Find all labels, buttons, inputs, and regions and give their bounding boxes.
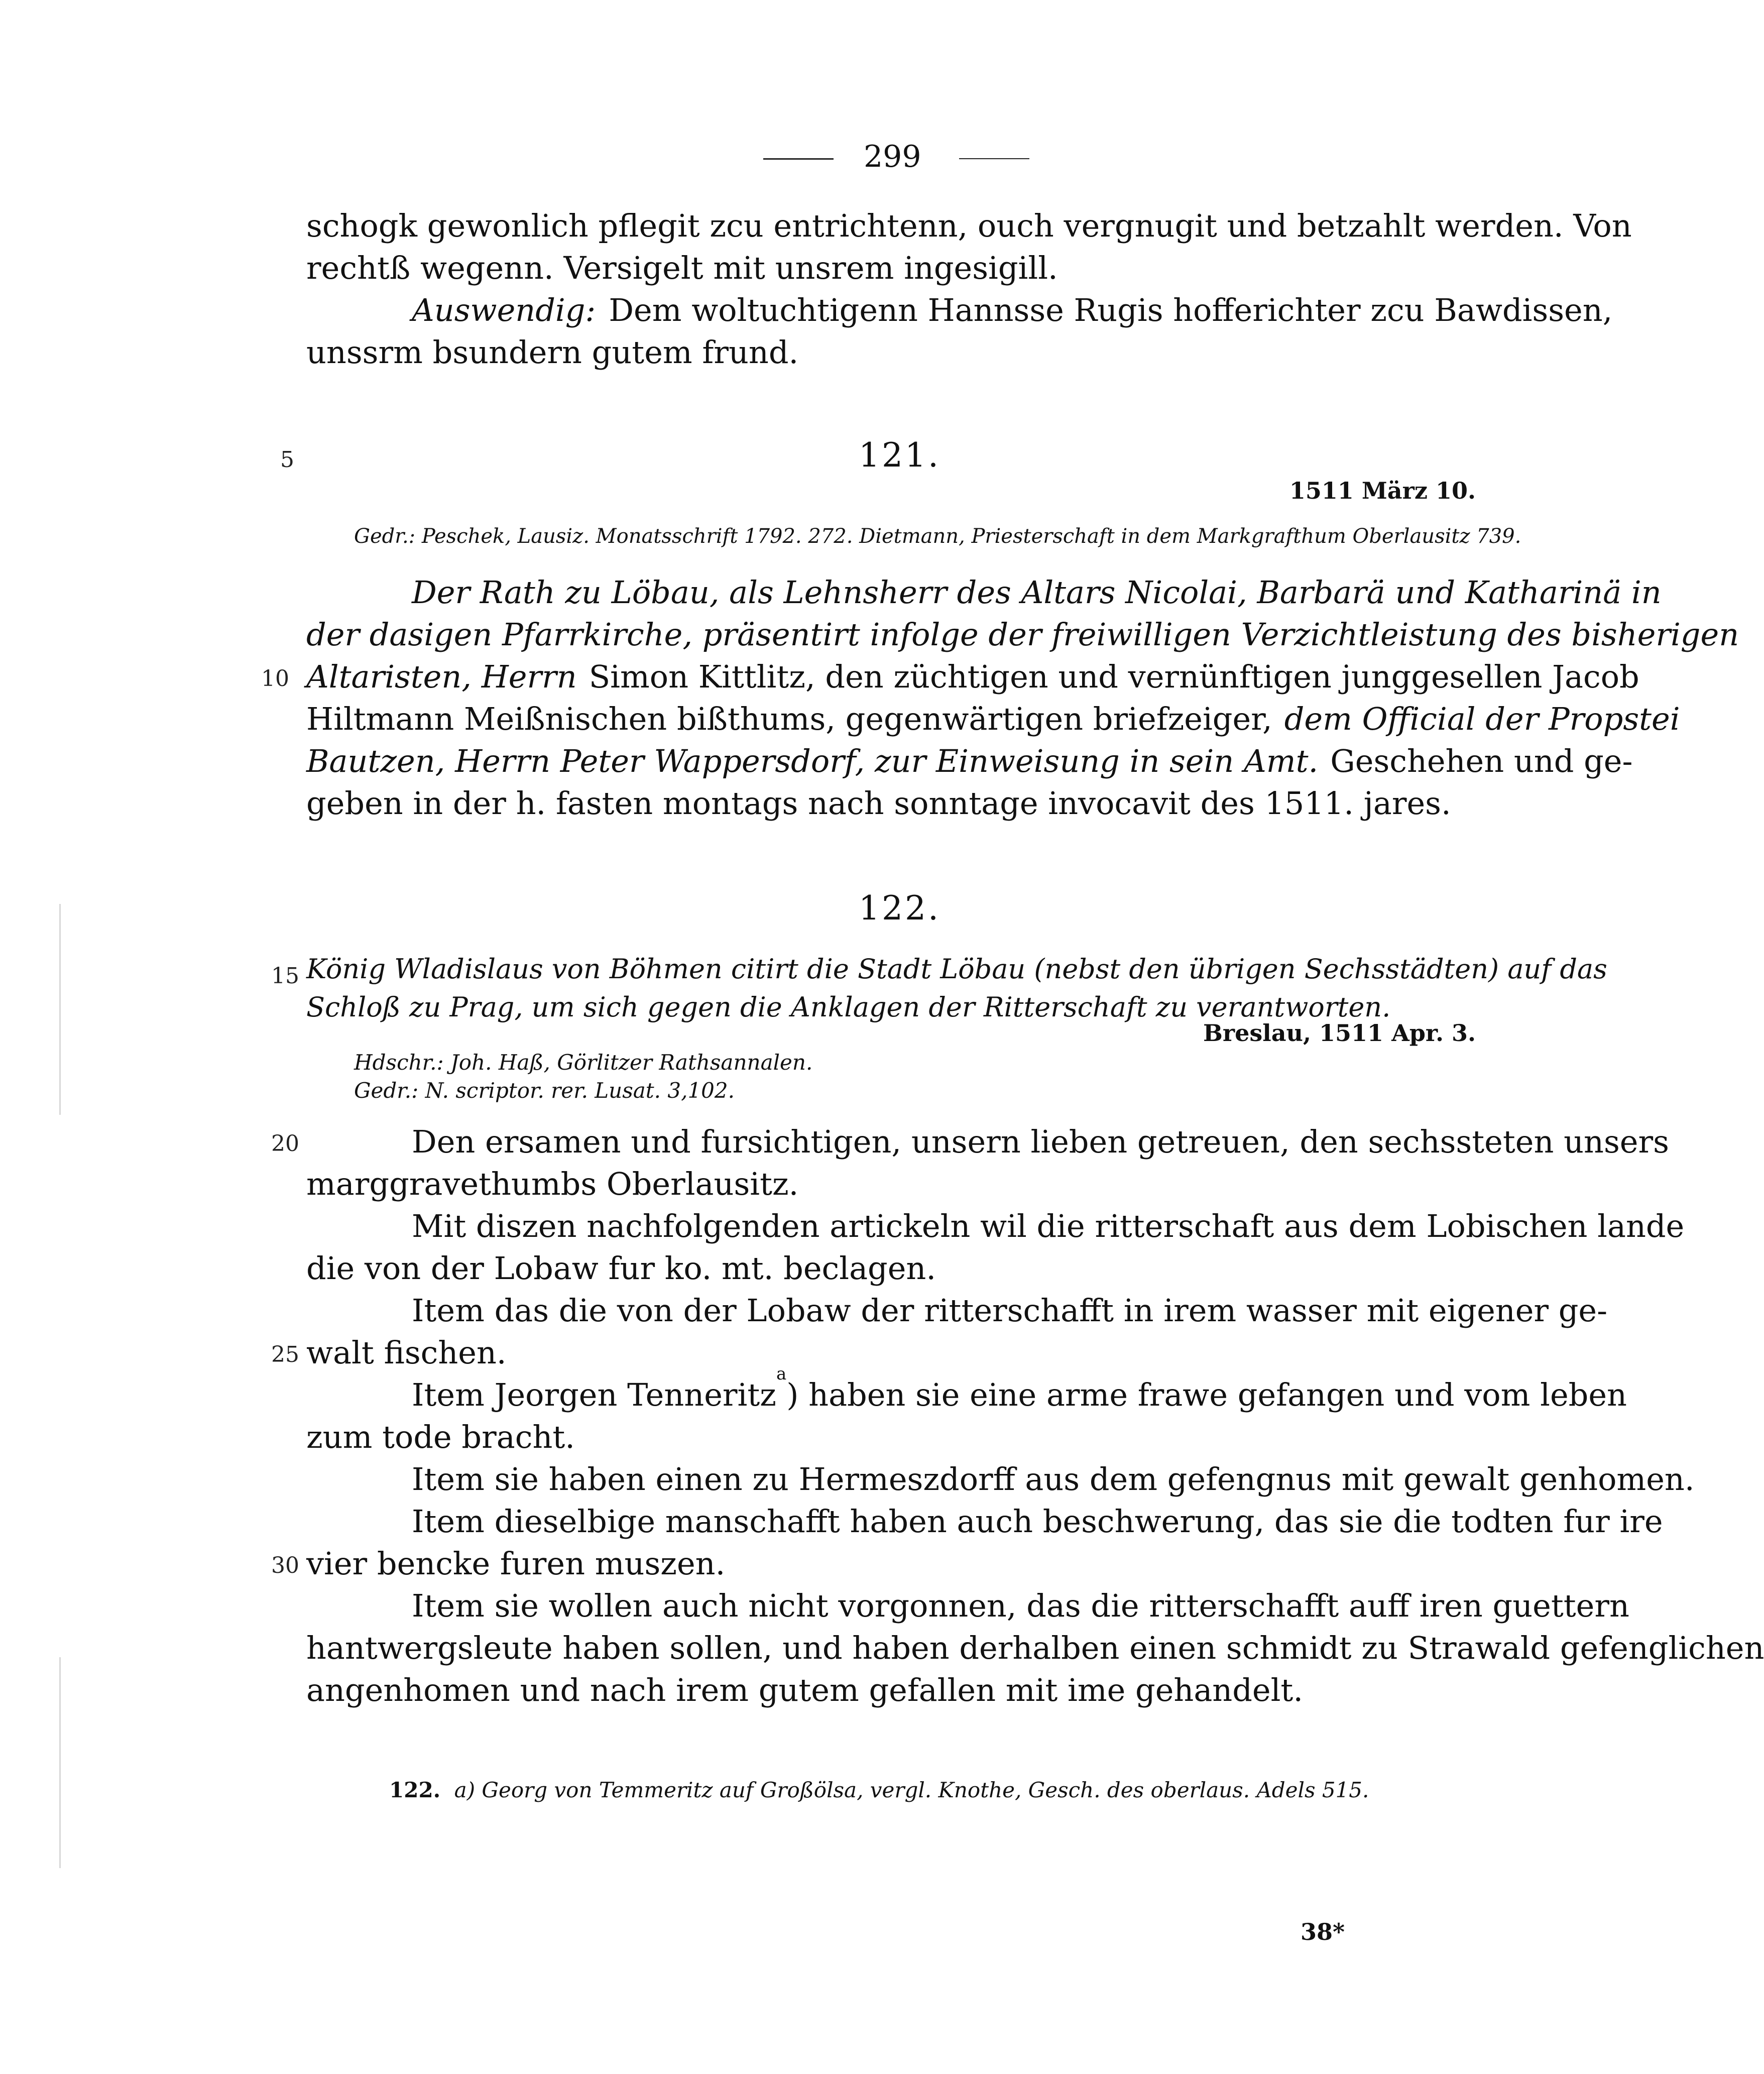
regest-line: Der Rath zu Löbau, als Lehnsherr des Altars Nicolai, Barbarä und Katharinä in — [412, 574, 1662, 611]
line-number: 30 — [271, 1553, 299, 1578]
footnote-number: 122. — [389, 1778, 441, 1802]
text-line: zum tode bracht. — [306, 1419, 575, 1455]
text-plain: Geschehen und ge- — [1330, 743, 1633, 779]
footnote — [389, 1778, 1369, 1802]
text-line: rechtß wegenn. Versigelt mit unsrem ingesigill. — [306, 250, 1058, 286]
document-date: 1511 März 10. — [1289, 477, 1476, 504]
text-italic: Altaristen, Herrn — [306, 658, 577, 695]
place-date: Breslau, 1511 Apr. 3. — [1203, 1019, 1476, 1047]
text-line: walt fischen. — [306, 1334, 507, 1371]
line-number: 10 — [261, 666, 289, 692]
text-line: unssrm bsundern gutem frund. — [306, 334, 799, 371]
signature-mark: 38* — [1301, 1918, 1345, 1945]
text-line: Item sie haben einen zu Hermeszdorff aus dem gefengnus mit gewalt genhomen. — [412, 1461, 1695, 1497]
text-plain: Hiltmann Meißnischen bißthums, gegenwärtigen briefzeiger, — [306, 701, 1272, 737]
text-line: marggravethumbs Oberlausitz. — [306, 1166, 799, 1202]
header-rule-left — [763, 158, 834, 160]
text-line: vier bencke furen muszen. — [306, 1545, 726, 1582]
text-line: Den ersamen und fursichtigen, unsern lieben getreuen, den sechssteten unsers — [412, 1123, 1669, 1160]
source-print: Gedr.: N. scriptor. rer. Lusat. 3,102. — [354, 1078, 735, 1103]
footnote-text: a) Georg von Temmeritz auf Großölsa, vergl. Knothe, Gesch. des oberlaus. Adels 515. — [454, 1778, 1369, 1802]
footnote-marker: a — [776, 1364, 787, 1384]
print-note: Gedr.: Peschek, Lausiz. Monatsschrift 1792. 272. Dietmann, Priesterschaft in dem Markgrafthum Oberlausitz 739. — [354, 525, 1521, 548]
text-line: angenhomen und nach irem gutem gefallen mit ime gehandelt. — [306, 1672, 1304, 1708]
text-line: geben in der h. fasten montags nach sonntage invocavit des 1511. jares. — [306, 785, 1451, 822]
scan-margin-mark — [59, 1657, 61, 1868]
auswendig-line — [412, 289, 1613, 331]
document-number: 122. — [859, 889, 940, 928]
line-number: 20 — [271, 1131, 299, 1157]
text-line — [412, 1364, 1627, 1416]
text-italic: dem Official der Propstei — [1284, 701, 1680, 737]
text-italic: Bautzen, Herrn Peter Wappersdorf, zur Einweisung in sein Amt. — [306, 743, 1319, 779]
text-line: die von der Lobaw fur ko. mt. beclagen. — [306, 1250, 936, 1287]
source-manuscript: Hdschr.: Joh. Haß, Görlitzer Rathsannalen. — [354, 1050, 813, 1075]
line-number: 15 — [271, 963, 299, 989]
line-number: 25 — [271, 1342, 299, 1367]
text-plain: Simon Kittlitz, den züchtigen und vernünftigen junggesellen Jacob — [589, 658, 1639, 695]
regest-line: der dasigen Pfarrkirche, präsentirt infolge der freiwilligen Verzichtleistung des bisherigen — [306, 616, 1739, 653]
text-line: Item sie wollen auch nicht vorgonnen, das die ritterschafft auff iren guettern — [412, 1587, 1629, 1624]
scan-margin-mark — [59, 904, 61, 1115]
page-number: 299 — [864, 139, 921, 174]
text-line: Item dieselbige manschafft haben auch beschwerung, das sie die todten fur ire — [412, 1503, 1663, 1540]
auswendig-label: Auswendig: — [412, 292, 596, 328]
text-line: Item das die von der Lobaw der ritterschafft in irem wasser mit eigener ge- — [412, 1292, 1608, 1329]
regest-line: Schloß zu Prag, um sich gegen die Anklagen der Ritterschaft zu verantworten. — [306, 991, 1391, 1023]
line-number: 5 — [280, 447, 294, 473]
text-plain: Item Jeorgen Tenneritz — [412, 1376, 776, 1413]
document-number: 121. — [859, 436, 940, 475]
text-line — [306, 740, 1633, 782]
text-line — [306, 656, 1639, 698]
regest-line: König Wladislaus von Böhmen citirt die Stadt Löbau (nebst den übrigen Sechsstädten) auf das — [306, 953, 1607, 985]
text-line: schogk gewonlich pflegit zcu entrichtenn, ouch vergnugit und betzahlt werden. Von — [306, 207, 1632, 244]
auswendig-text: Dem woltuchtigenn Hannsse Rugis hofferichter zcu Bawdissen, — [609, 292, 1613, 328]
text-plain: ) haben sie eine arme frawe gefangen und vom leben — [786, 1376, 1627, 1413]
header-rule-right — [959, 158, 1029, 159]
text-line: Mit diszen nachfolgenden artickeln wil die ritterschaft aus dem Lobischen lande — [412, 1208, 1685, 1244]
text-line: hantwergsleute haben sollen, und haben derhalben einen schmidt zu Strawald gefenglichen — [306, 1630, 1764, 1666]
text-line — [306, 698, 1680, 740]
